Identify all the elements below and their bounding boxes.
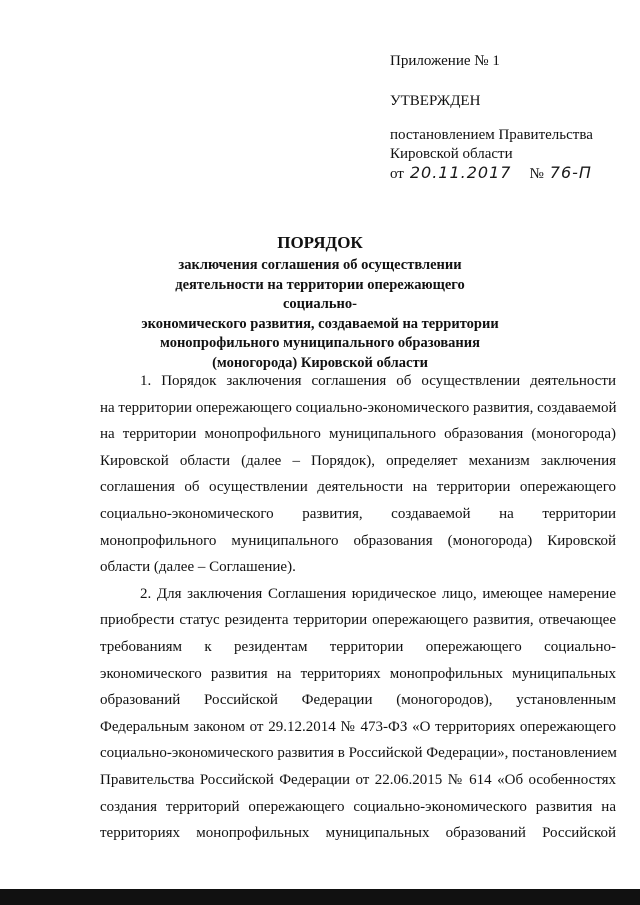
paragraph-2-line: экономического развития на территориях монопрофильных муниципальных [100, 665, 616, 682]
approval-block [390, 52, 630, 182]
resolution-line-1: постановлением Правительства [390, 127, 593, 143]
paragraph-2-line: 2. Для заключения Соглашения юридическое лицо, имеющее намерение [140, 585, 616, 602]
paragraph-1-line: монопрофильного муниципального образования (моногорода) Кировской [100, 532, 616, 549]
title-line-2: деятельности на территории опережающего социально- [175, 276, 465, 312]
paragraph-2-line: Федеральным законом от 29.12.2014 № 473-ФЗ «О территориях опережающего [100, 718, 616, 735]
paragraph-1-line: на территории опережающего социально-экономического развития, создаваемой [100, 399, 617, 416]
paragraph-1-line: 1. Порядок заключения соглашения об осуществлении деятельности [140, 373, 616, 389]
paragraph-2-line: территориях монопрофильных муниципальных образований Российской [100, 825, 616, 842]
date-prefix: от [390, 166, 404, 182]
paragraph-1-line: области (далее – Соглашение). [100, 559, 296, 576]
title-line-5: (моногорода) Кировской области [212, 354, 428, 371]
handwritten-number: 76-П [549, 163, 592, 182]
paragraph-2-line: образований Российской Федерации (моногородов), установленным [100, 692, 616, 709]
paragraph-1-line: социально-экономического развития, создаваемой на территории [100, 505, 616, 522]
handwritten-date: 20.11.2017 [409, 163, 512, 182]
paragraph-2-line: требованиям к резидентам территории опережающего социально- [100, 638, 616, 655]
annex-label: Приложение № 1 [390, 53, 500, 69]
body-text [100, 368, 616, 847]
title-line-3: экономического развития, создаваемой на территории [141, 315, 499, 332]
paragraph-2-line: Правительства Российской Федерации от 22.06.2015 № 614 «Об особенностях [100, 771, 616, 788]
document-title-block [140, 232, 500, 373]
approved-label: УТВЕРЖДЕН [390, 93, 481, 109]
paragraph-2-line: приобрести статус резидента территории опережающего развития, отвечающее [100, 612, 616, 629]
title-line-4: монопрофильного муниципального образования [160, 335, 480, 351]
resolution-line-2: Кировской области [390, 146, 513, 162]
number-prefix: № [529, 166, 544, 182]
date-number-line [390, 163, 592, 184]
document-title: ПОРЯДОК [277, 233, 363, 252]
paragraph-2-line: создания территорий опережающего социально-экономического развития на [100, 798, 616, 815]
title-line-1: заключения соглашения об осуществлении [178, 257, 462, 273]
paragraph-2-line: социально-экономического развития в Российской Федерации», постановлением [100, 745, 617, 762]
paragraph-1-line: соглашения об осуществлении деятельности на территории опережающего [100, 479, 616, 496]
paragraph-1-line: Кировской области (далее – Порядок), определяет механизм заключения [100, 452, 616, 469]
scan-bottom-edge [0, 889, 640, 905]
paragraph-1-line: на территории монопрофильного муниципального образования (моногорода) [100, 426, 616, 443]
